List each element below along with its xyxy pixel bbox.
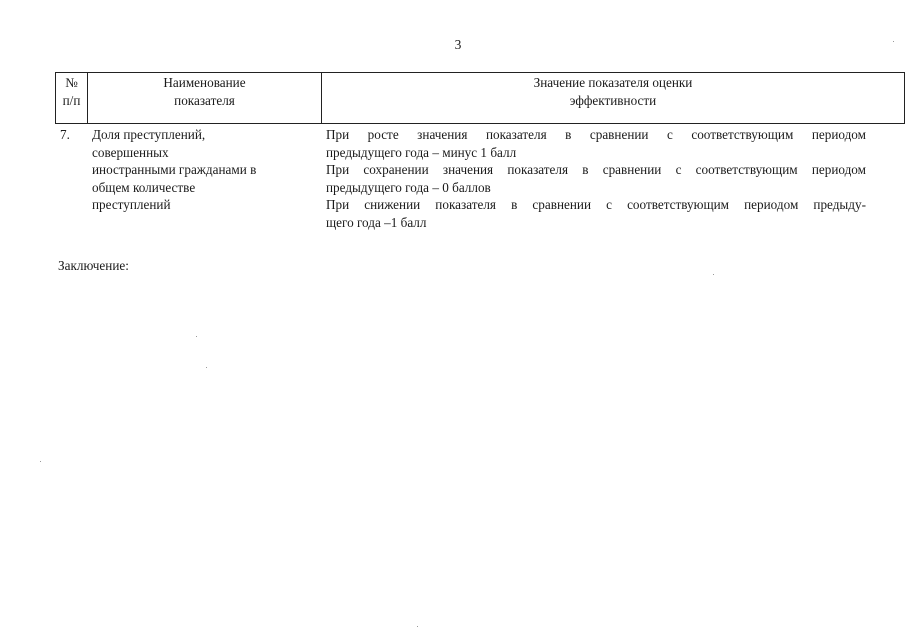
scan-speck xyxy=(713,274,714,275)
value-line: щего года –1 балл xyxy=(326,214,427,230)
row-number: 7. xyxy=(60,127,70,142)
header-number-line-2: п/п xyxy=(62,92,81,108)
row-name-line: общем количестве xyxy=(92,179,196,195)
header-name-line-2: показателя xyxy=(174,92,235,108)
scan-speck xyxy=(206,367,207,368)
page-number: 3 xyxy=(454,37,462,52)
value-line: При снижении показателя в сравнении с соответствующим периодом предыду- xyxy=(326,197,866,212)
table-header-bottom-border xyxy=(55,123,905,124)
row-name-line: иностранными гражданами в xyxy=(92,162,257,177)
header-number-line-1: № xyxy=(65,75,78,90)
value-line: предыдущего года – 0 баллов xyxy=(326,179,491,195)
scan-speck xyxy=(40,461,41,462)
value-criterion-decrease xyxy=(326,196,866,231)
scan-speck xyxy=(417,626,418,627)
row-name-line: преступлений xyxy=(92,197,171,212)
header-indicator-value xyxy=(322,74,904,109)
scan-speck xyxy=(196,336,197,337)
header-indicator-name xyxy=(88,74,321,109)
header-value-line-2: эффективности xyxy=(569,92,657,108)
row-indicator-values xyxy=(326,126,866,231)
value-criterion-unchanged xyxy=(326,161,866,196)
row-name-line: Доля преступлений, xyxy=(92,127,206,142)
value-line: При сохранении значения показателя в сравнении с соответствующим периодом xyxy=(326,162,866,177)
conclusion-label: Заключение: xyxy=(58,258,129,273)
row-indicator-name xyxy=(92,126,317,214)
header-name-line-1: Наименование xyxy=(163,75,246,90)
header-value-line-1: Значение показателя оценки xyxy=(533,75,693,90)
row-name-line: совершенных xyxy=(92,144,169,160)
scan-speck xyxy=(893,41,894,42)
value-line: предыдущего года – минус 1 балл xyxy=(326,144,517,160)
header-number xyxy=(56,74,87,109)
table-top-border xyxy=(55,72,905,73)
value-criterion-increase xyxy=(326,126,866,161)
value-line: При росте значения показателя в сравнении с соответствующим периодом xyxy=(326,127,866,142)
